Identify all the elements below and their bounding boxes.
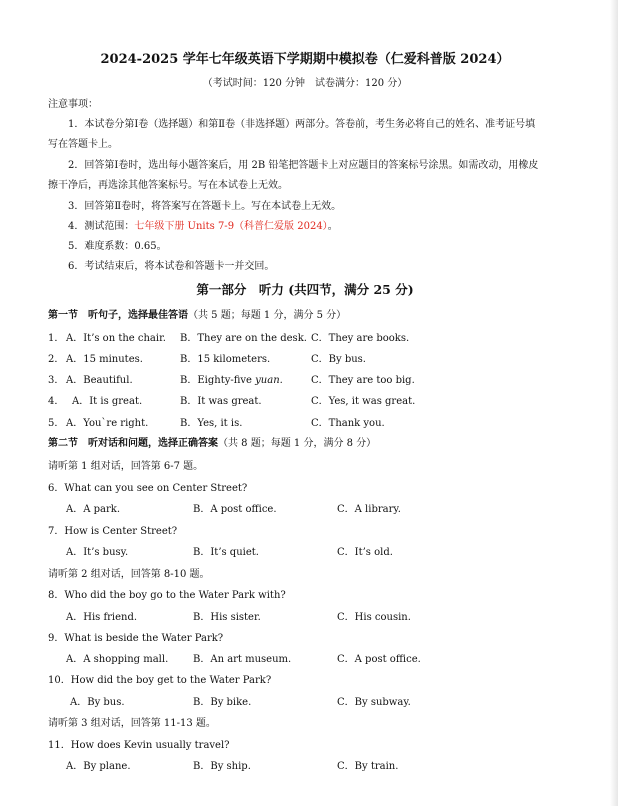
option-a: A．Beautiful.	[66, 375, 133, 386]
option-b: B．By ship.	[193, 761, 251, 772]
notice-item-1: 1．本试卷分第Ⅰ卷（选择题）和第Ⅱ卷（非选择题）两部分。答卷前，考生务必将自己的姓名、准考证号填	[68, 119, 536, 130]
dialogue-instruction: 请听第 1 组对话，回答第 6-7 题。	[48, 461, 204, 472]
option-b-italic: yuan	[255, 375, 280, 386]
option-c: C．Yes, it was great.	[311, 396, 416, 407]
option-a: A．His friend.	[66, 612, 138, 623]
notice-item-2: 2．回答第Ⅰ卷时，选出每小题答案后，用 2B 铅笔把答题卡上对应题目的答案标号涂黑。如需改动，用橡皮	[68, 160, 539, 171]
option-b: B．It’s quiet.	[193, 547, 259, 558]
option-c: C．A library.	[337, 504, 401, 515]
option-b: B．By bike.	[193, 697, 252, 708]
option-b: B．A post office.	[193, 504, 277, 515]
option-a: A．A shopping mall.	[66, 654, 169, 665]
option-c: C．They are too big.	[311, 375, 415, 386]
notice-item-6: 6．考试结束后，将本试卷和答题卡一并交回。	[68, 261, 275, 272]
question-number: 3．	[48, 375, 65, 386]
notice-item-2-cont: 擦干净后，再选涂其他答案标号。写在本试卷上无效。	[48, 180, 288, 191]
section2-info: （共 8 题；每题 1 分，满分 8 分）	[218, 438, 377, 449]
option-c: C．It’s old.	[337, 547, 393, 558]
question-text: 10．How did the boy get to the Water Park?	[48, 675, 272, 686]
option-a: A．A park.	[66, 504, 121, 515]
dialogue-instruction: 请听第 3 组对话，回答第 11-13 题。	[48, 718, 216, 729]
question-text: 7．How is Center Street?	[48, 526, 178, 537]
option-b: B．It was great.	[180, 396, 262, 407]
section1-label: 第一节 听句子，选择最佳答语	[48, 310, 188, 321]
question-text: 6．What can you see on Center Street?	[48, 483, 248, 494]
option-a: A．By bus.	[70, 697, 125, 708]
option-b	[180, 376, 283, 386]
notice-item-5: 5．难度系数：0.65。	[68, 241, 167, 252]
page-edge-shadow	[610, 0, 618, 806]
option-a: A．By plane.	[66, 761, 131, 772]
option-b-text: B．Eighty-five	[180, 375, 256, 386]
question-text: 9．What is beside the Water Park?	[48, 633, 224, 644]
section1-heading	[48, 311, 346, 321]
question-text: 8．Who did the boy go to the Water Park with?	[48, 590, 286, 601]
section2-label: 第二节 听对话和问题，选择正确答案	[48, 438, 218, 449]
page-title: 2024-2025 学年七年级英语下学期期中模拟卷（仁爱科普版 2024）	[100, 52, 510, 67]
option-c: C．Thank you.	[311, 418, 385, 429]
option-b: B．His sister.	[193, 612, 261, 623]
notice-item-4	[68, 222, 338, 232]
option-a: A．You`re right.	[66, 418, 149, 429]
option-a: A．It is great.	[72, 396, 143, 407]
section1-info: （共 5 题；每题 1 分，满分 5 分）	[188, 310, 347, 321]
option-c: C．By train.	[337, 761, 399, 772]
question-text: 11．How does Kevin usually travel?	[48, 740, 230, 751]
test-scope: 七年级下册 Units 7-9（科普仁爱版 2024）	[134, 221, 328, 232]
question-number: 2．	[48, 354, 65, 365]
question-number: 4．	[48, 396, 65, 407]
exam-time-info: （考试时间：120 分钟 试卷满分：120 分）	[202, 78, 408, 89]
option-a: A．It’s busy.	[66, 547, 129, 558]
notice-item-4-end: 。	[327, 221, 338, 232]
option-b: B．An art museum.	[193, 654, 292, 665]
question-number: 5．	[48, 418, 65, 429]
option-c: C．By bus.	[311, 354, 366, 365]
option-c: C．They are books.	[311, 333, 410, 344]
option-b: B．They are on the desk.	[180, 333, 307, 344]
notice-heading: 注意事项：	[48, 99, 98, 110]
notice-item-3: 3．回答第Ⅱ卷时，将答案写在答题卡上。写在本试卷上无效。	[68, 201, 342, 212]
option-c: C．By subway.	[337, 697, 411, 708]
question-number: 1．	[48, 333, 65, 344]
section2-heading	[48, 439, 376, 449]
option-b: B．Yes, it is.	[180, 418, 243, 429]
option-a: A．It’s on the chair.	[66, 333, 166, 344]
dialogue-instruction: 请听第 2 组对话，回答第 8-10 题。	[48, 569, 210, 580]
notice-item-4-label: 4．测试范围：	[68, 221, 135, 232]
option-b-end: .	[279, 375, 283, 386]
part1-title: 第一部分 听力 (共四节，满分 25 分)	[196, 282, 414, 297]
option-c: C．His cousin.	[337, 612, 411, 623]
notice-item-1-cont: 写在答题卡上。	[48, 139, 118, 150]
option-c: C．A post office.	[337, 654, 421, 665]
option-a: A．15 minutes.	[66, 354, 143, 365]
option-b: B．15 kilometers.	[180, 354, 271, 365]
